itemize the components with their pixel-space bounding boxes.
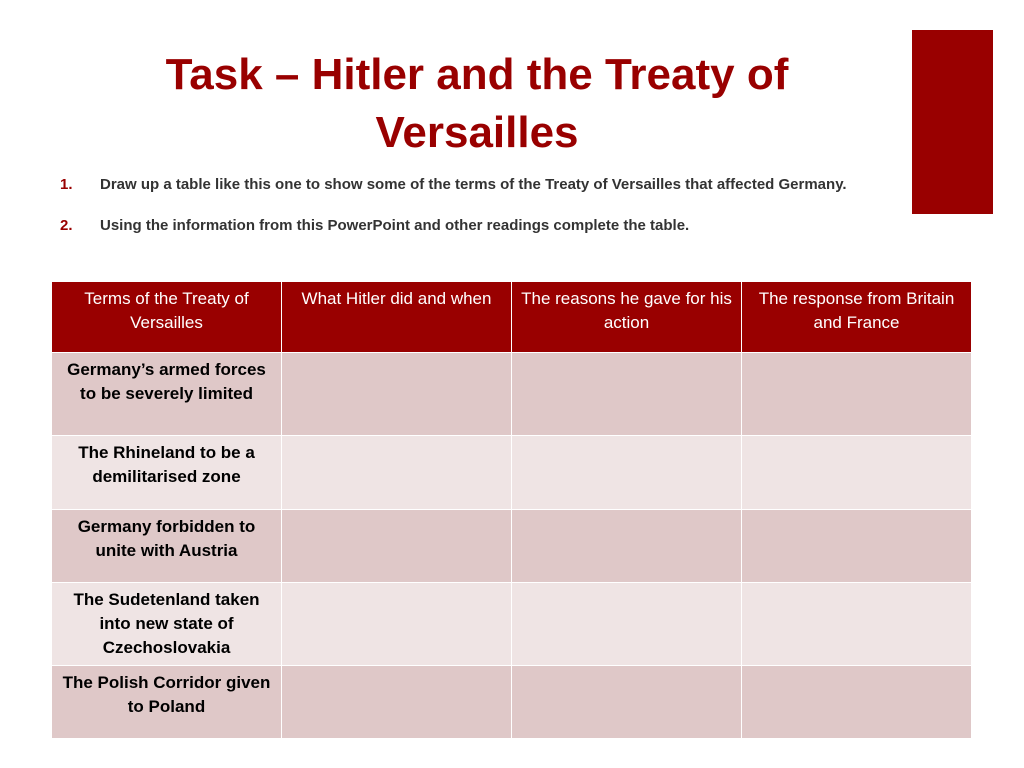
term-cell: The Sudetenland taken into new state of Czechoslovakia — [52, 583, 282, 666]
table-row — [52, 510, 972, 583]
term-cell: The Polish Corridor given to Poland — [52, 666, 282, 739]
instruction-text: Draw up a table like this one to show some of the terms of the Treaty of Versailles that affected Germany. — [100, 176, 847, 193]
action-cell[interactable] — [282, 436, 512, 510]
reasons-cell[interactable] — [512, 666, 742, 739]
accent-bar — [912, 30, 993, 214]
table-row — [52, 353, 972, 436]
instruction-number: 2. — [60, 217, 73, 234]
term-cell: Germany forbidden to unite with Austria — [52, 510, 282, 583]
header-reasons: The reasons he gave for his action — [512, 282, 742, 353]
header-action: What Hitler did and when — [282, 282, 512, 353]
instruction-number: 1. — [60, 176, 73, 193]
response-cell[interactable] — [742, 436, 972, 510]
table-row — [52, 436, 972, 510]
header-response: The response from Britain and France — [742, 282, 972, 353]
term-cell: Germany’s armed forces to be severely limited — [52, 353, 282, 436]
response-cell[interactable] — [742, 353, 972, 436]
terms-table — [51, 281, 972, 739]
header-terms: Terms of the Treaty of Versailles — [52, 282, 282, 353]
reasons-cell[interactable] — [512, 510, 742, 583]
reasons-cell[interactable] — [512, 436, 742, 510]
table-row — [52, 666, 972, 739]
instruction-list — [60, 176, 890, 235]
reasons-cell[interactable] — [512, 353, 742, 436]
reasons-cell[interactable] — [512, 583, 742, 666]
response-cell[interactable] — [742, 510, 972, 583]
response-cell[interactable] — [742, 583, 972, 666]
action-cell[interactable] — [282, 666, 512, 739]
instruction-text: Using the information from this PowerPoint and other readings complete the table. — [100, 217, 690, 234]
term-cell: The Rhineland to be a demilitarised zone — [52, 436, 282, 510]
action-cell[interactable] — [282, 583, 512, 666]
response-cell[interactable] — [742, 666, 972, 739]
table-header-row — [52, 282, 972, 353]
instruction-item — [60, 176, 890, 194]
slide-title: Task – Hitler and the Treaty of Versailles — [165, 50, 789, 157]
action-cell[interactable] — [282, 353, 512, 436]
action-cell[interactable] — [282, 510, 512, 583]
table-row — [52, 583, 972, 666]
instruction-item — [60, 217, 890, 235]
